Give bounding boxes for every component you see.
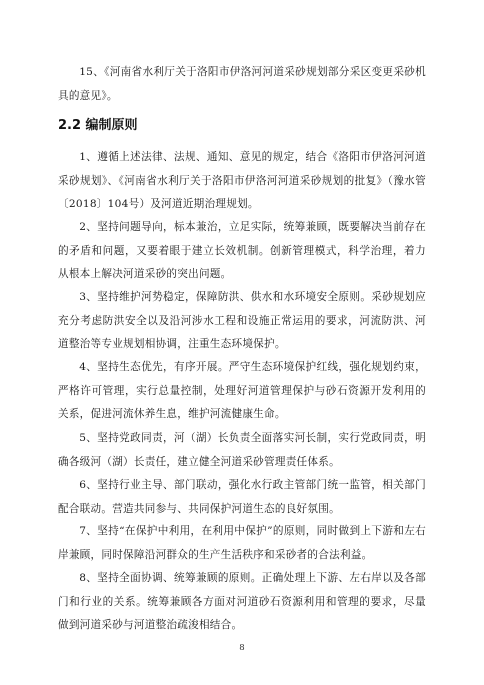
paragraph-principle-2: 2、坚持问题导向，标本兼治，立足实际，统筹兼顾，既要解决当前存在的矛盾和问题，又要着眼于建立长效机制。创新管理模式，科学治理，着力从根本上解决河道采砂的突出问题。 <box>58 221 426 281</box>
paragraph-principle-7: 7、坚持“在保护中利用，在利用中保护”的原则，同时做到上下游和左右岸兼顾，同时保障沿河群众的生产生活秩序和采砂者的合法利益。 <box>58 525 426 561</box>
paragraph-principle-5: 5、坚持党政同责，河（湖）长负责全面落实河长制，实行党政同责，明确各级河（湖）长责任，建立健全河道采砂管理责任体系。 <box>58 432 426 468</box>
paragraph-principle-4: 4、坚持生态优先，有序开展。严守生态环境保护红线，强化规划约束，严格许可管理，实行总量控制，处理好河道管理保护与砂石资源开发利用的关系，促进河流休养生息，维护河流健康生命。 <box>58 361 426 421</box>
section-heading: 2.2 编制原则 <box>58 118 138 133</box>
paragraph-reference-15: 15、《河南省水利厅关于洛阳市伊洛河河道采砂规划部分采区变更采砂机具的意见》。 <box>58 66 426 102</box>
paragraph-principle-3: 3、坚持维护河势稳定，保障防洪、供水和水环境安全原则。采砂规划应充分考虑防洪安全以及沿河涉水工程和设施正常运用的要求，河流防洪、河道整治等专业规划相协调，注重生态环境保护。 <box>58 291 426 351</box>
page-number: 8 <box>239 643 245 653</box>
paragraph-principle-1: 1、遵循上述法律、法规、通知、意见的规定，结合《洛阳市伊洛河河道采砂规划》、《河南省水利厅关于洛阳市伊洛河河道采砂规划的批复》（豫水管〔2018〕104号）及河道近期治理规划。 <box>58 151 426 211</box>
paragraph-principle-6: 6、坚持行业主导、部门联动，强化水行政主管部门统一监管，相关部门配合联动。营造共同参与、共同保护河道生态的良好氛围。 <box>58 479 426 515</box>
paragraph-principle-8: 8、坚持全面协调、统筹兼顾的原则。正确处理上下游、左右岸以及各部门和行业的关系。统筹兼顾各方面对河道砂石资源利用和管理的要求，尽量做到河道采砂与河道整治疏浚相结合。 <box>58 572 426 632</box>
